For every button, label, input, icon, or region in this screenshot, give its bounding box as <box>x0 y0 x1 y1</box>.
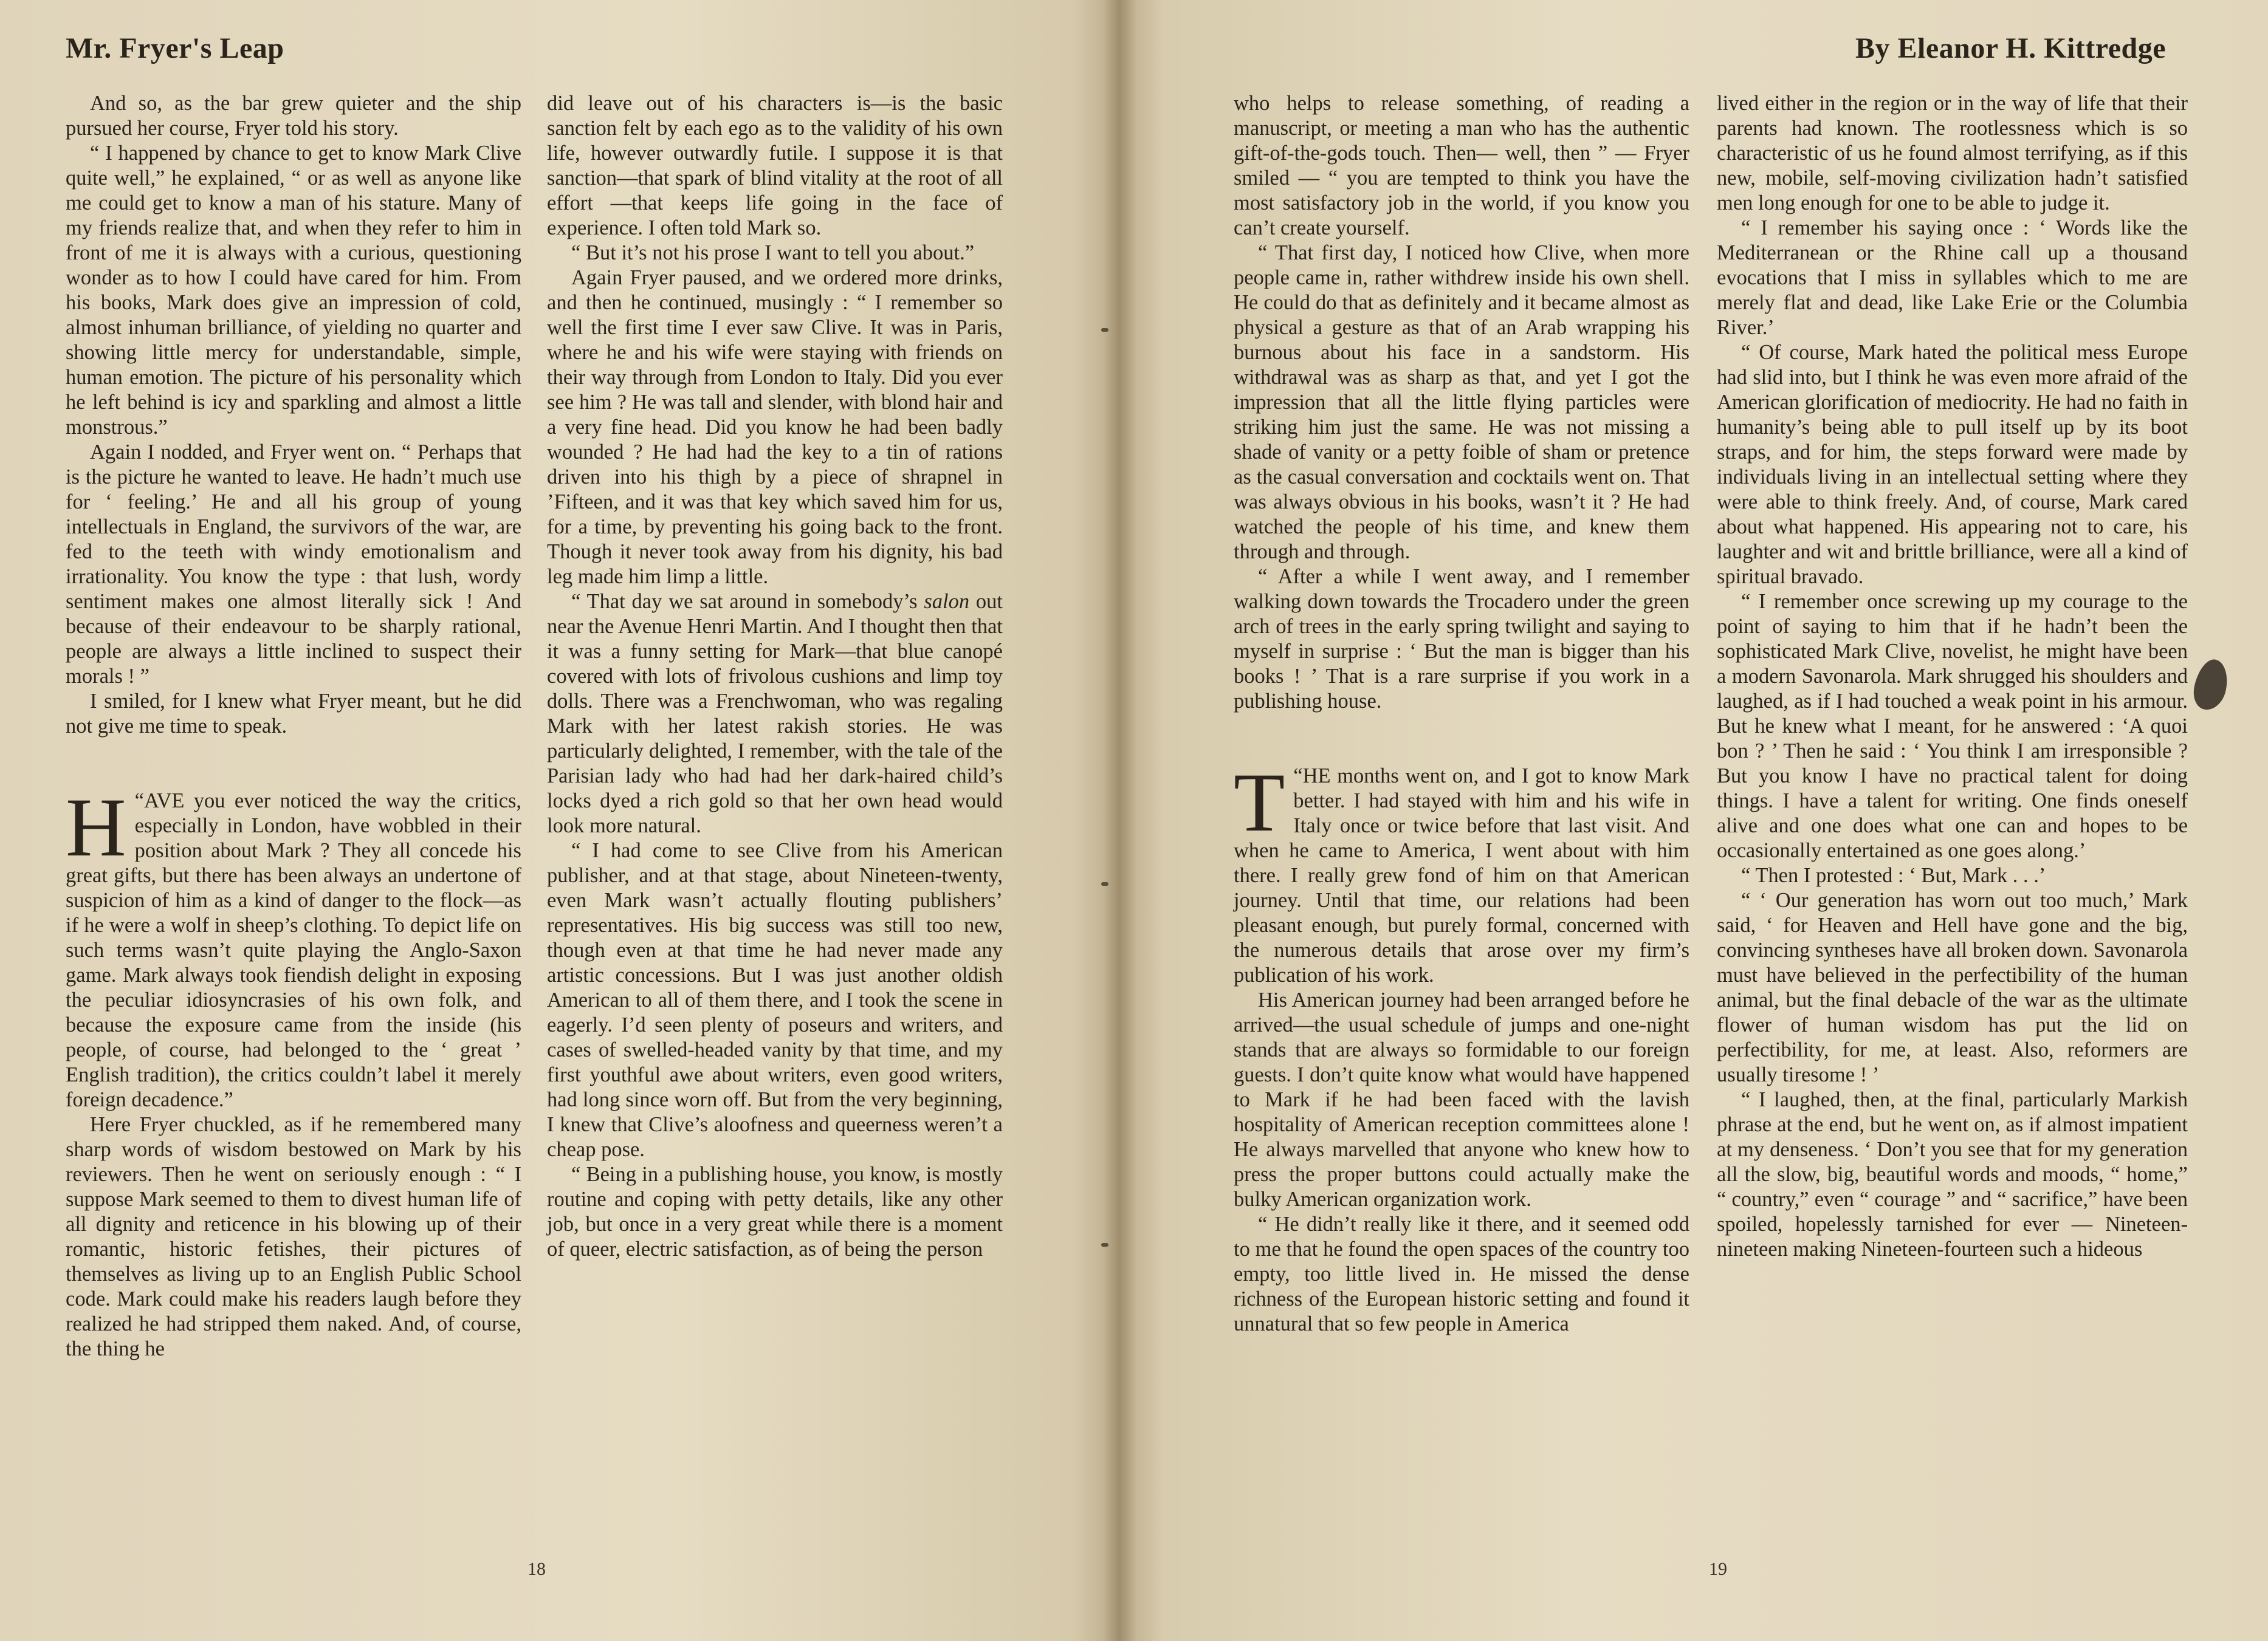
binding-mark <box>1101 882 1108 886</box>
paragraph: “ After a while I went away, and I remember walking down towards the Trocadero under the green arch of trees in the early spring twilight and saying to myself in surprise : ‘ But the man is bigger than his books ! ’ That is a rare surprise if you work in a publishing house. <box>1234 565 1689 713</box>
left-running-head: Mr. Fryer's Leap <box>66 32 284 64</box>
paragraph: “ ‘ Our generation has worn out too much,’ Mark said, ‘ for Heaven and Hell have gone and the big, convincing syntheses have all broken down. Savonarola must have believed in the perfectibility of the human animal, but the final debacle of the war as the ultimate flower of human wisdom has put the lid on perfectibility, for me, at least. Also, reformers are usually tiresome ! ’ <box>1717 889 2188 1086</box>
paragraph: “ He didn’t really like it there, and it seemed odd to me that he found the open spaces of the country too empty, too little lived in. He missed the dense richness of the European historic setting and found it unnatural that so few people in America <box>1234 1213 1689 1335</box>
binding-mark <box>1101 328 1108 332</box>
left-column-2 <box>547 91 1003 1262</box>
paragraph: His American journey had been arranged before he arrived—the usual schedule of jumps and one-night stands that are always so formidable to our foreign guests. I don’t quite know what would have happened to Mark if he had been faced with the lavish hospitality of American reception committees alone ! He always marvelled that anyone who knew how to press the proper buttons could actually make the bulky American organization work. <box>1234 988 1689 1211</box>
paragraph: “ But it’s not his prose I want to tell you about.” <box>571 241 975 264</box>
left-page <box>0 0 1118 1641</box>
right-running-head: By Eleanor H. Kittredge <box>1855 32 2166 64</box>
dropcap-letter: T <box>1234 756 1285 849</box>
dropcap-paragraph-text: AVE you ever noticed the way the critics, especially in London, have wobbled in their position about Mark ? They all concede his great gifts, but there has been always an undertone of suspicion of him as a kind of danger to the flock—as if he were a wolf in sheep’s clothing. To depict life on such terms wasn’t quite playing the Anglo-Saxon game. Mark always took fiendish delight in exposing the peculiar idiosyncrasies of his own folk, and because the exposure came from the inside (his people, of course, had belonged to the ‘ great ’ English tradition), the critics couldn’t label it merely foreign decadence.” <box>66 789 521 1111</box>
paragraph: I smiled, for I knew what Fryer meant, but he did not give me time to speak. <box>66 690 521 738</box>
paragraph: “ I laughed, then, at the final, particularly Markish phrase at the end, but he went on, as if almost impatient at my denseness. ‘ Don’t you see that for my generation all the slow, big, beautiful words and moods, “ home,” “ country,” even “ courage ” and “ sacrifice,” have been spoiled, hopelessly tarnished for ever — Nineteen-nineteen making Nineteen-fourteen such a hideous <box>1717 1088 2188 1261</box>
book-gutter <box>1103 0 1136 1641</box>
paragraph <box>547 589 1003 838</box>
italic-word: salon <box>924 590 970 613</box>
left-page-number: 18 <box>527 1559 546 1579</box>
paragraph-with-dropcap: “ T HE months went on, and I got to know Mark better. I had stayed with him and his wife in Italy once or twice before that last visit. And when he came to America, I went about with him there. I really grew fond of him on that American journey. Until that time, our relations had been pleasant enough, but purely formal, concerned with the numerous details that arose over my firm’s publication of his work. <box>1234 756 1689 987</box>
paragraph: “ That first day, I noticed how Clive, when more people came in, rather withdrew inside his own shell. He could do that as definitely and it became almost as physical a gesture as that of an Arab wrapping his burnous about his face in a sandstorm. His withdrawal was as sharp as that, and yet I got the impression that all the little flying particles were striking him just the same. He was not missing a shade of vanity or a petty foible of sham or pretence as the casual conversation and cocktails went on. That was always obvious in his books, wasn’t it ? He had watched the people of his time, and knew them through and through. <box>1234 241 1689 563</box>
paragraph: “ Then I protested : ‘ But, Mark . . .’ <box>1741 864 2046 887</box>
dropcap-paragraph-text: HE months went on, and I got to know Mark better. I had stayed with him and his wife in Italy once or twice before that last visit. And when he came to America, I went about with him there. I really grew fond of him on that American journey. Until that time, our relations had been pleasant enough, but purely formal, concerned with the numerous details that arose over my firm’s publication of his work. <box>1234 764 1689 987</box>
paragraph: Here Fryer chuckled, as if he remembered many sharp words of wisdom bestowed on Mark by his reviewers. Then he went on seriously enough : “ I suppose Mark seemed to them to divest human life of all dignity and reticence in his blowing up of their romantic, historic fetishes, their pictures of themselves as living up to an English Public School code. Mark could make his readers laugh before they realized he had stripped them naked. And, of course, the thing he <box>66 1113 521 1360</box>
paragraph-text: “ That day we sat around in somebody’s <box>571 590 924 613</box>
paragraph: “ I had come to see Clive from his American publisher, and at that stage, about Nineteen-twenty, even Mark wasn’t actually flouting publishers’ representatives. His big success was still too new, though even at that time he had never made any artistic concessions. But I was just another oldish American to all of them there, and I took the scene in eagerly. I’d seen plenty of poseurs and writers, and cases of swelled-headed vanity by that time, and my first youthful awe about writers, even good writers, had long since worn off. But from the very beginning, I knew that Clive’s aloofness and queerness weren’t a cheap pose. <box>547 839 1003 1161</box>
paragraph: “ I happened by chance to get to know Mark Clive quite well,” he explained, “ or as well as anyone like me could get to know a man of his stature. Many of my friends realize that, and when they refer to him in front of me it is always with a curious, questioning wonder as to how I could have cared for him. From his books, Mark does give an impression of cold, almost inhuman brilliance, of yielding no quarter and showing little mercy for understandable, simple, human emotion. The picture of his personality which he left behind is icy and sparkling and almost a little monstrous.” <box>66 142 521 439</box>
right-column-2 <box>1717 91 2188 1262</box>
right-page-number: 19 <box>1709 1559 1727 1579</box>
paragraph: who helps to release something, of reading a manuscript, or meeting a man who has the authentic gift-of-the-gods touch. Then— well, then ” — Fryer smiled — “ you are tempted to think you have the most satisfactory job in the world, if you know you can’t create yourself. <box>1234 92 1689 239</box>
paragraph: lived either in the region or in the way of life that their parents had known. The rootlessness which is so characteristic of us he found almost terrifying, as if this new, mobile, self-moving civilization hadn’t satisfied men long enough for one to be able to judge it. <box>1717 92 2188 214</box>
paragraph-text: out near the Avenue Henri Martin. And I thought then that it was a funny setting for Mark—that blue canopé covered with lots of frivolous cushions and limp toy dolls. There was a Frenchwoman, who was regaling Mark with her latest rakish stories. He was particularly delighted, I remember, with the tale of the Parisian lady who had had her dark-haired child’s locks dyed a rich gold so that her own head would look more natural. <box>547 590 1003 837</box>
paragraph: “ Of course, Mark hated the political mess Europe had slid into, but I think he was even more afraid of the American glorification of mediocrity. He had no faith in humanity’s being able to pull itself up by its boot straps, and for him, the steps forward were made by individuals living in an intellectual setting where they were able to think freely. And, of course, Mark cared about what happened. His appearing not to care, his laughter and wit and brittle brilliance, were all a kind of spiritual bravado. <box>1717 341 2188 588</box>
paragraph: “ I remember once screwing up my courage to the point of saying to him that if he hadn’t been the sophisticated Mark Clive, novelist, he might have been a modern Savonarola. Mark shrugged his shoulders and laughed, as if I had touched a weak point in his armour. But he knew what I meant, for he answered : ‘A quoi bon ? ’ Then he said : ‘ You think I am irresponsible ? But you know I have no practical talent for doing things. I have a talent for writing. One finds oneself alive and one does what one can and hopes to be occasionally entertained as one goes along.’ <box>1717 590 2188 862</box>
paragraph: did leave out of his characters is—is the basic sanction felt by each ego as to the validity of his own life, however outwardly futile. I suppose it is that sanction—that spark of blind vitality at the root of all effort —that keeps life going in the face of experience. I often told Mark so. <box>547 92 1003 239</box>
dropcap-letter: H <box>66 781 126 874</box>
left-column-1 <box>66 91 521 1362</box>
paragraph: “ Being in a publishing house, you know, is mostly routine and coping with petty details, like any other job, but once in a very great while there is a moment of queer, electric satisfaction, as of being the person <box>547 1163 1003 1261</box>
paragraph-with-dropcap: “ H AVE you ever noticed the way the critics, especially in London, have wobbled in their position about Mark ? They all concede his great gifts, but there has been always an undertone of suspicion of him as a kind of danger to the flock—as if he were a wolf in sheep’s clothing. To depict life on such terms wasn’t quite playing the Anglo-Saxon game. Mark always took fiendish delight in exposing the peculiar idiosyncrasies of his own folk, and because the exposure came from the inside (his people, of course, had belonged to the ‘ great ’ English tradition), the critics couldn’t label it merely foreign decadence.” <box>66 781 521 1111</box>
right-column-1 <box>1234 91 1689 1337</box>
paragraph: Again Fryer paused, and we ordered more drinks, and then he continued, musingly : “ I remember so well the first time I ever saw Clive. It was in Paris, where he and his wife were staying with friends on their way through from London to Italy. Did you ever see him ? He was tall and slender, with blond hair and a very fine head. Did you know he had been badly wounded ? He had had the key to a tin of rations driven into his thigh by a piece of shrapnel in ’Fifteen, and it was that key which saved him for us, for a time, by preventing his going back to the front. Though it never took away from his dignity, his bad leg made him limp a little. <box>547 266 1003 588</box>
paragraph: “ I remember his saying once : ‘ Words like the Mediterranean or the Rhine call up a thousand evocations that I miss in syllables which to me are merely flat and dead, like Lake Erie or the Columbia River.’ <box>1717 216 2188 339</box>
binding-mark <box>1101 1243 1108 1247</box>
paragraph: Again I nodded, and Fryer went on. “ Perhaps that is the picture he wanted to leave. He hadn’t much use for ‘ feeling.’ He and all his group of young intellectuals in England, the survivors of the war, are fed to the teeth with windy emotionalism and irrationality. You know the type : that lush, wordy sentiment makes one almost literally sick ! And because of their endeavour to be sharply rational, people are always a little inclined to suspect their morals ! ” <box>66 440 521 688</box>
paragraph: And so, as the bar grew quieter and the ship pursued her course, Fryer told his story. <box>66 92 521 140</box>
